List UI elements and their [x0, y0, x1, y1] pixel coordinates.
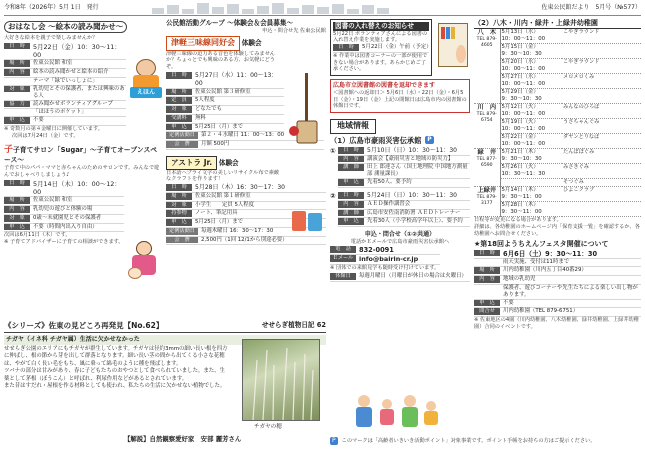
- craft-illustration: [290, 207, 324, 235]
- event-row: 内 容 ＡＥＤ操作講習会: [338, 201, 470, 210]
- header-skyline-decoration: [152, 2, 422, 14]
- schedule-row: 緑 井 TEL 877-6590 5月21日（木） 9：30～10：30 たんぽぽぐみ: [474, 149, 641, 164]
- issue-date: 令和8年（2026年）5月 1日 発行: [4, 4, 99, 11]
- astra-row: 対 象 小学生 定員 5人程度: [166, 202, 326, 211]
- ehon-illustration: [130, 59, 162, 99]
- event-number: ①: [330, 146, 336, 155]
- kosodate-row: 対 象 0歳～未就園児とその保護者: [4, 215, 124, 224]
- astra-title: アストラ Jr.: [166, 156, 217, 170]
- tsugaru-row: 対 象 どなたでも: [166, 106, 284, 115]
- tsugaru-row: 場 所 佐東公民館 第３研修室: [166, 89, 284, 98]
- series-body: [4, 346, 230, 391]
- kosodate-illustration: [128, 241, 162, 281]
- astra-row: 日 時 5月28日（木）16：30～17：30: [166, 184, 326, 193]
- tosho-body: 5月22日 ボランティアさんによる図書の入れ替え作業を実施します。: [333, 30, 428, 44]
- tsugaru-title-box: [166, 36, 326, 50]
- column-left: [4, 19, 162, 319]
- series-credit: 【解説】自然観察愛好家 安部 麗芳さん: [124, 435, 242, 443]
- tsugaru-row: 日 時 5月27日（水）11：00～13：00: [166, 72, 284, 89]
- chiiki-subtitle-row: [330, 136, 470, 145]
- kindergarten-schedule: [474, 29, 641, 217]
- tosho-box: [330, 19, 432, 76]
- event-number: ②: [330, 192, 336, 201]
- footer-note-row: [330, 437, 640, 445]
- kindergarten-cell: 緑 井 TEL 877-6590: [474, 149, 500, 187]
- kosodate-note: ※ 子育てアドバイザーに子育ての相談ができます。: [4, 239, 124, 246]
- schedule-row: そつぐみ: [474, 179, 641, 187]
- tsugaru-fee: 会 費 月額 500円: [166, 141, 324, 150]
- plant-heading: チガヤ（イネ科 チガヤ属）生活に欠かせなかった: [4, 335, 326, 345]
- kosodate-row: 日 時 5月14日（木）10：00～12：00: [4, 180, 124, 198]
- ohanashi-lead: 大好きな絵本を親子で楽しみませんか？: [4, 34, 98, 41]
- event-row: 日 時 5月24日（日）10：30～11：30: [338, 192, 470, 201]
- schedule-row: 5月27日（水） 10：00～11：00 メロメロくみ: [474, 74, 641, 89]
- schedule-row: 5月22日（金） 10：00～11：00 ダヤンとりなば: [474, 134, 641, 149]
- ohanashi-next: 次回は7月24日（金）です。: [12, 132, 79, 139]
- astra-lead: 日本語ヘブライ文字の美しいリサイクル布で素敵なクラフトを作ります！: [166, 169, 280, 183]
- ohanashi-note: ※ 奇数月の第４金曜日に開催しています。: [4, 126, 103, 133]
- schedule-row: 5月20日（水） 10：00～11：00 こやぎラウンド: [474, 59, 641, 74]
- tsugaru-row: 受講料 無料: [166, 115, 284, 124]
- schedule-row: 5月15日（金） 9：30～10：30: [474, 44, 641, 59]
- event-row: 申 込 先着50人、要予約: [338, 179, 470, 188]
- kosodate-row: 場 所 佐東公民館 和室: [4, 197, 124, 206]
- tsugaru-contact: 申込・問合せ先 佐東公民館: [262, 27, 326, 34]
- tosho-row: 日 時 5月22日（金）午前（予定）: [333, 44, 429, 53]
- point-mark-icon: P: [427, 136, 432, 144]
- tsugaru-regular: 定例活動日 第２・４水曜日 11：00～13：00: [166, 132, 324, 141]
- ohanashi-title: おはなし会 ～絵本の読み聞かせ～: [4, 21, 127, 33]
- series-paragraph: また昔はすだれ・屋根を作る材料としても使われ、私たちの生活に欠かせない植物でした。: [4, 383, 226, 390]
- youkou-notes: ※ 佐東地区の4園（川内幼稚園、八木幼稚園、緑井幼稚園、上緑井幼稚園）合同のイベントです。: [474, 317, 639, 330]
- column-right: [474, 19, 641, 419]
- schedule-row: 5月28日（木） 9：30～11：00: [474, 202, 641, 217]
- astra-tag: 体験会: [218, 158, 239, 167]
- newsletter-issue: 佐東公民館だより 5月号（№577）: [541, 4, 641, 11]
- return-title: 広島市立図書館の図書を返却できます: [333, 82, 436, 90]
- column-center-left: [166, 19, 326, 319]
- yagi-title: （2）八木・川内・緑井・上緑井幼稚園: [474, 19, 641, 29]
- footer-note: このマークは「高齢者いきいき活動ポイント」対象事業です。ポイント手帳をお持ちの方はご提示ください。: [341, 437, 596, 444]
- series-paragraph: ツバナの部分は甘みがあり、春に子どもたちのおやつとして食べられていました。また、生薬として茅根（ぼうこん）と呼ばれ、利尿作用などがあるとされています。: [4, 368, 225, 382]
- ohanashi-row: 日 時 5月22日（金）10：30～11：00: [4, 43, 126, 61]
- photo-caption: チガヤの穂: [254, 424, 282, 430]
- yagi-note2: 詳細は、各幼稚園のホームページ内「保育支援一覧」を確認するか、各幼稚園へお問合せください。: [474, 223, 640, 237]
- event-row: 内 容 講演会【豪雨災害と地域の防災力】: [338, 156, 470, 165]
- astra-title-box: [166, 156, 326, 170]
- kindergarten-cell: 八 木 TEL 879-4605: [474, 29, 500, 104]
- schedule-row: 川 内 TEL 879-6754 5月12日（火） 10：00～11：00 みんなのひろば: [474, 104, 641, 119]
- grass-spikes-icon: [243, 340, 319, 420]
- astra-regular: 定例活動日 毎週木曜日 16：30～17：30: [166, 228, 326, 237]
- ohanashi-row: 申 込 不要: [4, 117, 126, 126]
- ohanashi-row: 対 象 乳幼児とその保護者、または興味のある人: [4, 86, 126, 101]
- schedule-row: 5月26日（火） 10：30～11：30 みさきぐみ: [474, 164, 641, 179]
- tsugaru-title: 津軽三味線同好会: [166, 36, 240, 50]
- kosodate-lead: 子育て中のパパ・ママと赤ちゃんのためのサロンです。みんなで遊んでおしゃべりしましょう♪: [4, 165, 160, 178]
- youkou-row: 雨天実施、受付は11時まで: [474, 259, 641, 267]
- family-illustration: [348, 391, 448, 431]
- youkou-row: 内 容 地域の乳幼児: [474, 276, 641, 285]
- chiiki-title: 地域情報: [330, 119, 376, 133]
- ohanashi-row: テーマ「緑でいっしょに」: [4, 78, 126, 86]
- event-row: 講 師 広島市安佐南消防署 ＡＥＤトレーナー: [338, 210, 470, 219]
- event-1: [330, 147, 470, 188]
- event-row: 申 込 先着30人（小学校高学年以上）、要予約: [338, 218, 470, 227]
- return-body: ＜図書館への返却日＞ 5月6日（水）・22日（金）・6月5日（金）・19日（金）上記の閉館日は広島市内の図書館の休館日です。: [333, 89, 467, 110]
- shamisen-illustration: [288, 69, 326, 149]
- schedule-row: 八 木 TEL 879-4605 5月13日（水） 10：00～11：00 こやぎラウンド: [474, 29, 641, 44]
- page-header: [4, 2, 641, 16]
- kindergarten-cell: 上緑井 TEL 879-3177: [474, 187, 500, 217]
- event-row: 日 時 5月10日（日）10：30～11：30: [338, 147, 470, 156]
- contact-head: 申込・問合せ（①②共通）: [364, 231, 436, 239]
- ohanashi-row: 「ほほうのポケット」: [4, 109, 126, 117]
- kosodate-row: 申 込 不要（時間内出入り自由）: [4, 224, 124, 233]
- youkou-row: 問合せ 川内幼稚園（TEL 879-6751）: [474, 308, 641, 317]
- astra-fee: 会 費 2,500円（1回 12/1から別途必要）: [166, 237, 326, 246]
- series-section: [4, 321, 326, 449]
- tsugaru-lead: 津軽三味線の迫力ある音色を体験してみませんか？ちょっとでも興味のある方、お気軽にどうぞ。: [166, 50, 275, 71]
- event-row: 講 師 田上 郎達さん（国土地理院 中国地方測量部 測量課長）: [338, 164, 470, 179]
- series-subtitle: せせらぎ植物日記 62: [261, 321, 326, 329]
- youkou-row: 日 時 6月6日（土）9：30～11：30: [474, 250, 641, 260]
- kosodate-row: 内 容 乳幼児の遊びと体験の場: [4, 206, 124, 215]
- ohanashi-row: 協 力 読み聞かせボランティアグループ: [4, 101, 126, 110]
- yagi-note1: 日程等が変更になる場合があります。: [474, 217, 562, 224]
- tosho-title: 図書の入れ替えのお知らせ: [333, 22, 429, 31]
- tsugaru-tag: 体験会: [241, 39, 262, 48]
- kosodate-title: 子子育てサロン「Sugar」～子育てオープンスペース～: [4, 144, 158, 165]
- tsugaru-header: 公民館活動グループ ～体験会＆会員募集～: [166, 19, 294, 27]
- astra-row: 申 込 5月25日（月）まで: [166, 219, 326, 228]
- youkou-row: 申 込 不要: [474, 300, 641, 309]
- tsugaru-row: 定 員 5人程度: [166, 97, 284, 106]
- ohanashi-row: 場 所 佐東公民館 和室: [4, 60, 126, 69]
- astra-row: 場 所 佐東公民館 第１研修室: [166, 193, 326, 202]
- point-mark-icon: P: [332, 437, 336, 444]
- contact-mail: Ｅメール info@bairin-cr.jp: [330, 255, 440, 264]
- tosho-note: ※ 作業中は図書コーナーの一部が使用できない場合があります。あらかじめご了承ください。: [333, 52, 428, 73]
- chigaya-photo: [242, 339, 320, 421]
- event-2: [330, 192, 470, 227]
- contact-sub: 電話かＥメールで広島市豪雨災害伝承館へ: [350, 239, 450, 246]
- schedule-row: 5月19日（火） 10：00～11：00 うさちゃんぐみ: [474, 119, 641, 134]
- schedule-row: 上緑井 TEL 879-3177 5月14日（木） 9：30～11：00 ひよこクラブ: [474, 187, 641, 202]
- series-paragraph: せせらぎ公園のエリアにもチガヤが群生しています。チガヤは径約3mmの細い長い根を四方に伸ばし、根の節から芽を出して群落となります。細い長い茎の間から出てくる小さな花穂は、やがて白く長い毛をもち、風に乗って綿毛のように種を飛ばします。: [4, 345, 228, 367]
- ehon-label: えほん: [130, 87, 162, 98]
- youkou-title: ★第18回ようちえんフェスタ開催について: [474, 240, 609, 249]
- schedule-row: 5月29日（金） 9：30～10：30: [474, 89, 641, 104]
- series-title: 《シリーズ》佐東の見どころ再発見【No.62】: [4, 321, 326, 333]
- contact-tel: 電 話 832-0091: [330, 246, 440, 256]
- contact-note: ※ 団体での来館見学も随時受け付けています。: [330, 264, 440, 271]
- kindergarten-cell: 川 内 TEL 879-6754: [474, 104, 500, 149]
- tsugaru-row: 申 込 5月25日（月）まで: [166, 124, 284, 133]
- bookshelf-illustration: [436, 19, 470, 69]
- chiiki-subtitle: （1）広島市豪雨災害伝承館: [330, 135, 422, 145]
- ohanashi-row: 内 容 絵本の読み聞かせと絵本の紹介: [4, 69, 126, 78]
- youkou-row: 保護者、遊びコーナーや先生たちによる楽しい出し物があります。: [474, 285, 641, 300]
- astra-row: 持参物 ノート、筆記用具: [166, 210, 326, 219]
- return-box: [330, 79, 470, 113]
- kosodate-next: 次回は6月11日（木）です。: [4, 232, 71, 239]
- closed-day: 休館日 毎週月曜日（月曜日が休日の場合は火曜日）: [330, 273, 470, 282]
- youkou-row: 場 所 川内幼稚園（川内五丁目40番29）: [474, 267, 641, 276]
